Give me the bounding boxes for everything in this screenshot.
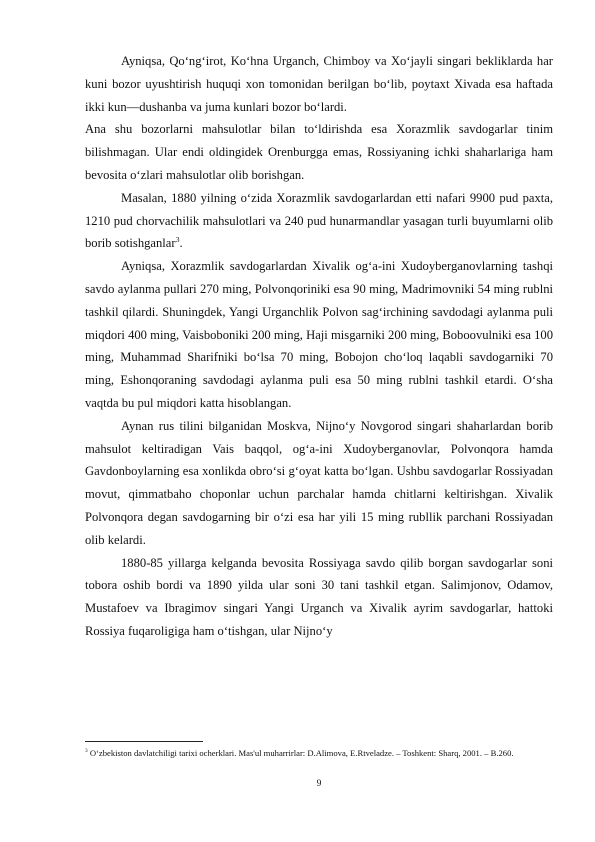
paragraph-2: Ana shu bozorlarni mahsulotlar bilan to‘ldirishda esa Xorazmlik savdogarlar tinim bilishmagan. Ular endi oldingidek Orenburgga emas, Rossiyaning ichki shaharlariga ham bevosita o‘zlari mahsulotlar olib borishgan. (85, 122, 553, 182)
page-number: 9 (316, 779, 322, 789)
paragraph-6: 1880-85 yillarga kelganda bevosita Rossiyaga savdo qilib borgan savdogarlar soni tobora oshib bordi va 1890 yilda ular soni 30 tani tashkil etgan. Salimjonov, Odamov, Mustafoev va Ibragimov singari Yangi Urganch va Xivalik ayrim savdogarlar, hattoki Rossiya fuqaroligiga ham o‘tishgan, ular Nijno‘y (85, 555, 553, 638)
paragraph-5: Aynan rus tilini bilganidan Moskva, Nijno‘y Novgorod singari shaharlardan borib mahsulot keltiradigan Vais baqqol, og‘a-ini Xudoyberganovlar, Polvonqora hamda Gavdonboylarning esa xonlikda obro‘si g‘oyat katta bo‘lgan. Ushbu savdogarlar Rossiyadan movut, qimmatbaho choponlar uchun parchalar hamda chitlarni keltirishgan. Xivalik Polvonqora degan savdogarning bir o‘zi esa har yili 15 ming rubllik parchani Rossiyadan olib kelardi. (85, 418, 553, 547)
body-text (85, 50, 553, 643)
footnote-number: 3 (85, 748, 88, 755)
footnote-divider (85, 741, 203, 742)
paragraph-3-text: Masalan, 1880 yilning o‘zida Xorazmlik savdogarlardan etti nafari 9900 pud paxta, 1210 pud chorvachilik mahsulotlari va 240 pud hunarmandlar yasagan turli buyumlarni olib borib sotishganlar (85, 190, 553, 251)
paragraph-3-end: . (179, 236, 183, 251)
paragraph-3 (85, 187, 553, 255)
paragraph-4: Ayniqsa, Xorazmlik savdogarlardan Xivalik og‘a-ini Xudoyberganovlarning tashqi savdo aylanma pullari 270 ming, Polvonqoriniki esa 90 ming, Madrimovniki 54 ming rublni tashkil qilardi. Shuningdek, Yangi Urganchlik Polvon sag‘irchining savdodagi aylanma puli miqdori 400 ming, Vaisboboniki 200 ming, Haji misgarniki 200 ming, Boboovulniki esa 100 ming, Muhammad Sharifniki bo‘lsa 70 ming, Bobojon cho‘loq laqabli savdogarniki 70 ming, Eshonqoraning savdodagi aylanma puli esa 50 ming rublni tashkil etardi. O‘sha vaqtda bu pul miqdori katta hisoblangan. (85, 259, 553, 410)
paragraph-1: Ayniqsa, Qo‘ng‘irot, Ko‘hna Urganch, Chimboy va Xo‘jayli singari bekliklarda har kuni bozor uyushtirish huquqi xon tomonidan berilgan bo‘lib, poytaxt Xivada esa haftada ikki kun—dushanba va juma kunlari bozor bo‘lardi. (85, 54, 553, 114)
footnote-text: O‘zbekiston davlatchiligi tarixi ocherklari. Mas'ul muharrirlar: D.Alimova, E.Rtveladze. – Toshkent: Sharq, 2001. – B.260. (87, 748, 514, 758)
footnote (85, 744, 553, 763)
footnote-entry (85, 744, 553, 763)
footnote-reference[interactable]: 3 (175, 235, 180, 245)
